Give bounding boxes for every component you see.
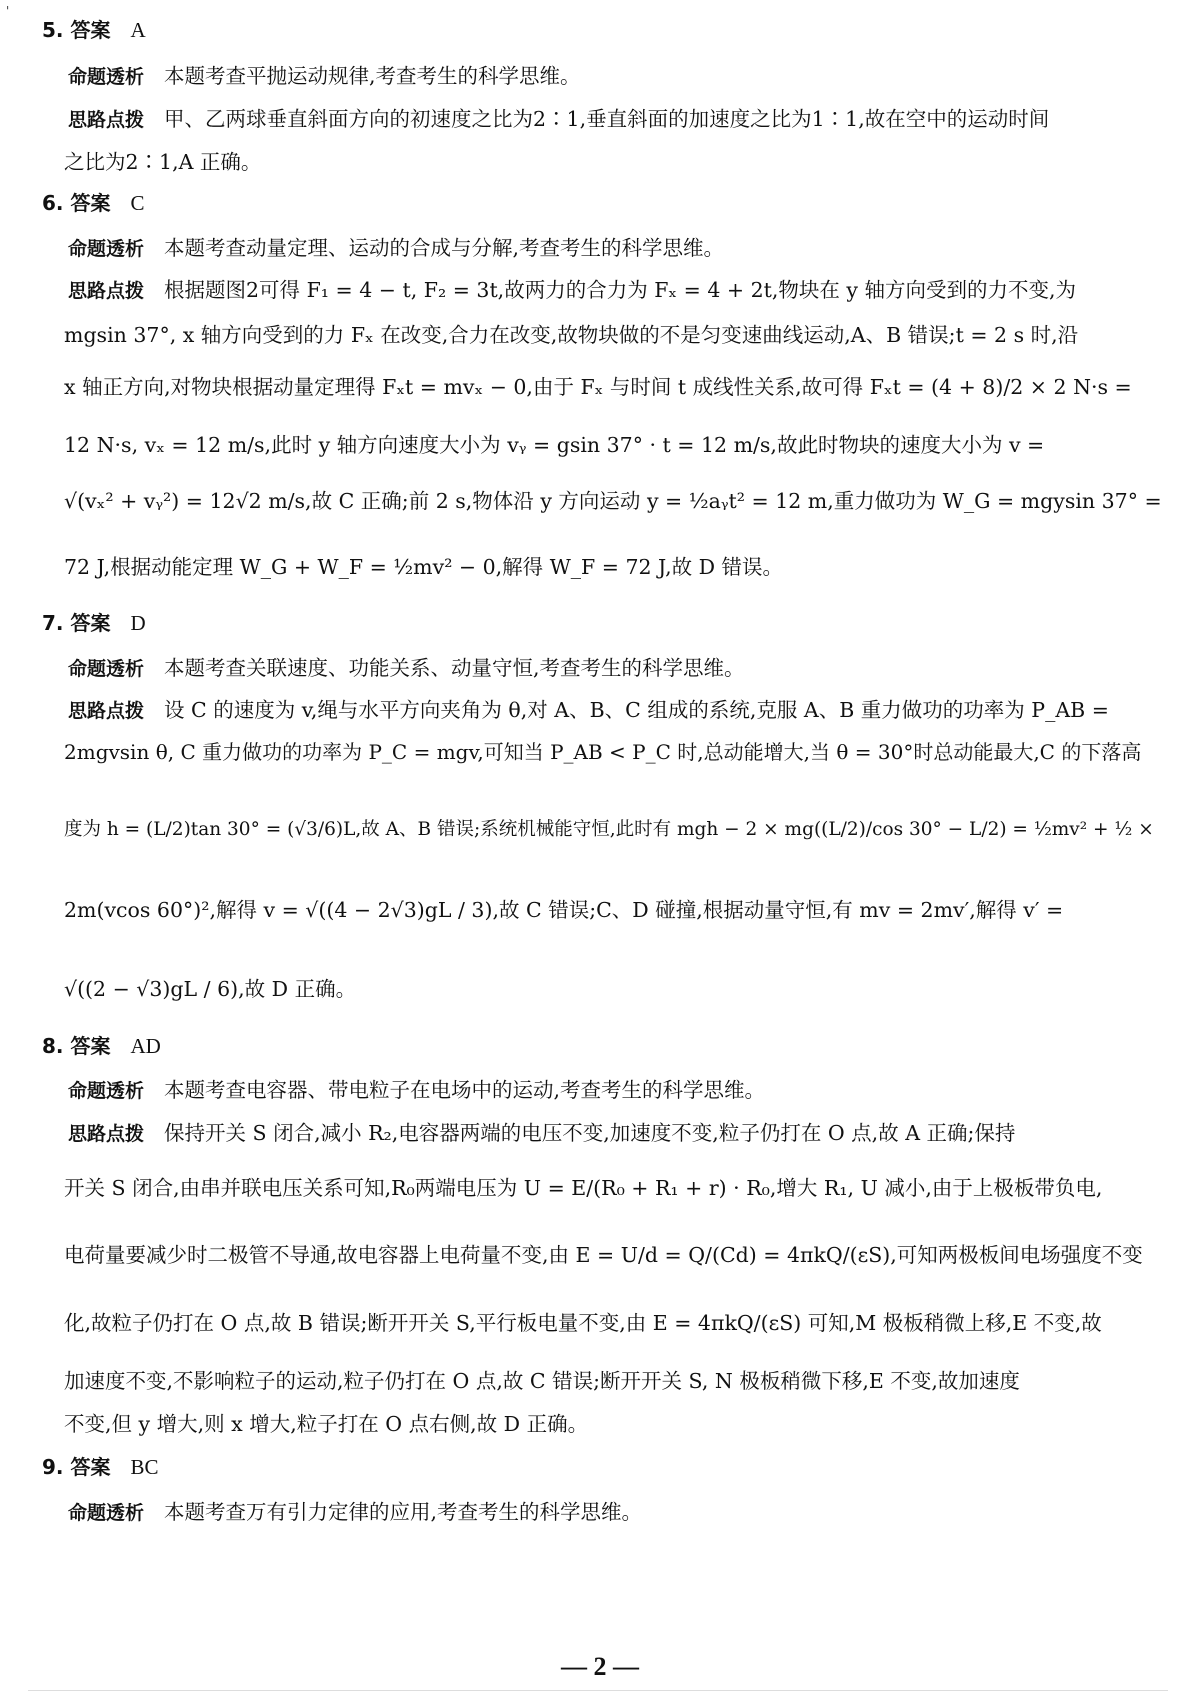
q5-solution-line: 之比为2∶1,A 正确。 xyxy=(64,150,262,174)
corner-mark: ' xyxy=(6,4,10,18)
q8-solution-line: 保持开关 S 闭合,减小 R₂,电容器两端的电压不变,加速度不变,粒子仍打在 O 点,故 A 正确;保持 xyxy=(164,1121,1016,1145)
q5-analysis-label: 命题透析 xyxy=(68,66,145,88)
q6-analysis-text: 本题考查动量定理、运动的合成与分解,考查考生的科学思维。 xyxy=(164,236,725,260)
q6-solution-line: mgsin 37°, x 轴方向受到的力 Fₓ 在改变,合力在改变,故物块做的不是匀变速曲线运动,A、B 错误;t = 2 s 时,沿 xyxy=(64,323,1079,347)
q8-analysis-label: 命题透析 xyxy=(68,1080,145,1102)
q9-analysis-text: 本题考查万有引力定律的应用,考查考生的科学思维。 xyxy=(164,1500,643,1524)
q6-answer: C xyxy=(130,191,145,215)
bottom-divider xyxy=(28,1690,1168,1691)
q8-solution xyxy=(68,1116,1015,1146)
q6-solution-line: 根据题图2可得 F₁ = 4 − t, F₂ = 3t,故两力的合力为 Fₓ = 4 + 2t,物块在 y 轴方向受到的力不变,为 xyxy=(164,278,1077,302)
page-number: — 2 — xyxy=(561,1652,639,1681)
q7-analysis-label: 命题透析 xyxy=(68,658,145,680)
q7-solution-line: 2m(vcos 60°)²,解得 v = √((4 − 2√3)gL / 3),故 C 错误;C、D 碰撞,根据动量守恒,有 mv = 2mv′,解得 v′ = xyxy=(64,898,1064,922)
q5-solution xyxy=(68,102,1049,132)
q7-solution xyxy=(68,693,1109,723)
q7-solution-line: 2mgvsin θ, C 重力做功的功率为 P_C = mgv,可知当 P_AB < P_C 时,总动能增大,当 θ = 30°时总动能最大,C 的下落高 xyxy=(64,740,1142,764)
q8-analysis-text: 本题考查电容器、带电粒子在电场中的运动,考查考生的科学思维。 xyxy=(164,1078,766,1102)
q5-analysis-text: 本题考查平抛运动规律,考查考生的科学思维。 xyxy=(164,64,581,88)
q6-solution-label: 思路点拨 xyxy=(68,280,145,302)
q6-solution-line: 72 J,根据动能定理 W_G + W_F = ½mv² − 0,解得 W_F = 72 J,故 D 错误。 xyxy=(64,555,784,579)
q6-analysis-label: 命题透析 xyxy=(68,238,145,260)
q8-solution-line: 加速度不变,不影响粒子的运动,粒子仍打在 O 点,故 C 错误;断开开关 S, N 极板稍微下移,E 不变,故加速度 xyxy=(64,1369,1020,1393)
q9-heading xyxy=(42,1451,159,1480)
q9-analysis xyxy=(68,1495,642,1525)
q6-solution-line: √(vₓ² + vᵧ²) = 12√2 m/s,故 C 正确;前 2 s,物体沿 y 方向运动 y = ½aᵧt² = 12 m,重力做功为 W_G = mgysin 37° = xyxy=(64,489,1162,513)
q9-answer: BC xyxy=(130,1455,159,1479)
q7-answer: D xyxy=(130,611,146,635)
q7-solution-label: 思路点拨 xyxy=(68,700,145,722)
q6-solution-line: x 轴正方向,对物块根据动量定理得 Fₓt = mvₓ − 0,由于 Fₓ 与时间 t 成线性关系,故可得 Fₓt = (4 + 8)/2 × 2 N·s = xyxy=(64,375,1132,399)
q7-number: 7. 答案 xyxy=(42,611,111,635)
q8-answer: AD xyxy=(130,1034,161,1058)
q8-number: 8. 答案 xyxy=(42,1034,111,1058)
q8-solution-line: 不变,但 y 增大,则 x 增大,粒子打在 O 点右侧,故 D 正确。 xyxy=(64,1412,589,1436)
q8-solution-line: 化,故粒子仍打在 O 点,故 B 错误;断开开关 S,平行板电量不变,由 E = 4πkQ/(εS) 可知,M 极板稍微上移,E 不变,故 xyxy=(64,1311,1102,1335)
q7-analysis xyxy=(68,651,745,681)
q5-solution-label: 思路点拨 xyxy=(68,109,145,131)
q6-analysis xyxy=(68,231,724,261)
q5-answer: A xyxy=(130,18,146,42)
q7-solution-line: 设 C 的速度为 v,绳与水平方向夹角为 θ,对 A、B、C 组成的系统,克服 A、B 重力做功的功率为 P_AB = xyxy=(164,698,1109,722)
q8-heading xyxy=(42,1030,161,1059)
q9-analysis-label: 命题透析 xyxy=(68,1502,145,1524)
q9-number: 9. 答案 xyxy=(42,1455,111,1479)
q7-solution-line: 度为 h = (L/2)tan 30° = (√3/6)L,故 A、B 错误;系统机械能守恒,此时有 mgh − 2 × mg((L/2)/cos 30° − L/2) = ½mv² + ½ × xyxy=(64,819,1154,840)
q5-heading xyxy=(42,14,146,43)
q6-solution xyxy=(68,273,1076,303)
q7-analysis-text: 本题考查关联速度、功能关系、动量守恒,考查考生的科学思维。 xyxy=(164,656,745,680)
q6-number: 6. 答案 xyxy=(42,191,111,215)
q8-analysis xyxy=(68,1073,765,1103)
q7-heading xyxy=(42,607,146,636)
q8-solution-line: 电荷量要减少时二极管不导通,故电容器上电荷量不变,由 E = U/d = Q/(Cd) = 4πkQ/(εS),可知两极板间电场强度不变 xyxy=(64,1243,1143,1267)
q5-number: 5. 答案 xyxy=(42,18,111,42)
q6-solution-line: 12 N·s, vₓ = 12 m/s,此时 y 轴方向速度大小为 vᵧ = gsin 37° · t = 12 m/s,故此时物块的速度大小为 v = xyxy=(64,433,1045,457)
q5-analysis xyxy=(68,59,581,89)
q8-solution-label: 思路点拨 xyxy=(68,1123,145,1145)
q8-solution-line: 开关 S 闭合,由串并联电压关系可知,R₀两端电压为 U = E/(R₀ + R₁ + r) · R₀,增大 R₁, U 减小,由于上极板带负电, xyxy=(64,1176,1103,1200)
q5-solution-line: 甲、乙两球垂直斜面方向的初速度之比为2∶1,垂直斜面的加速度之比为1∶1,故在空中的运动时间 xyxy=(164,107,1050,131)
q7-solution-line: √((2 − √3)gL / 6),故 D 正确。 xyxy=(64,977,357,1001)
q6-heading xyxy=(42,187,145,216)
